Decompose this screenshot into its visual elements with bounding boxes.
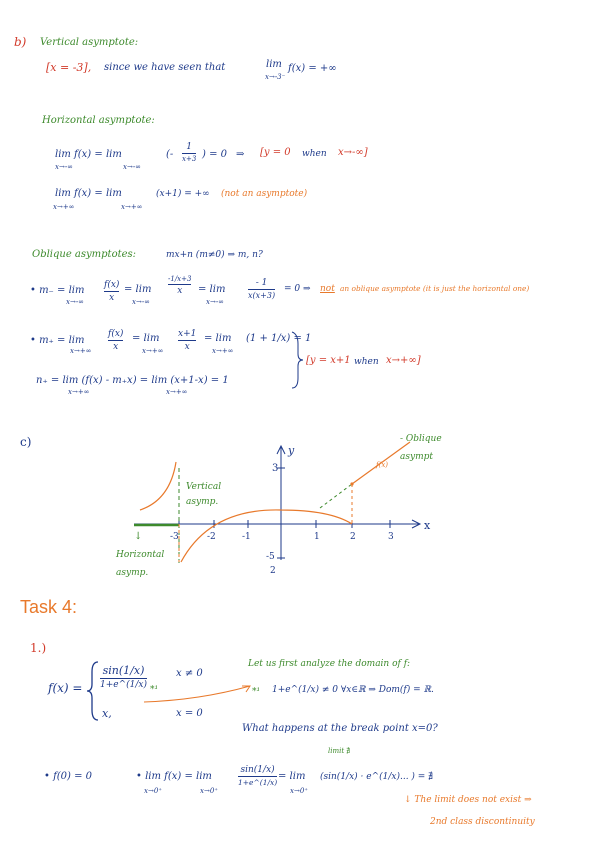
m-minus-lhs: • m₋ = lim: [30, 285, 85, 296]
y-tick-neg: -5: [266, 552, 275, 562]
x-tick-neg3: -3: [170, 532, 179, 542]
conclusion-2: 2nd class discontinuity: [430, 817, 535, 827]
n-plus-lhs: n₊ = lim (f(x) - m₊x) = lim (x+1-x) = 1: [36, 375, 229, 386]
m-minus-f1-den: x: [109, 293, 115, 303]
h1-frac: [182, 142, 196, 163]
m-plus-sub2: x→+∞: [142, 347, 164, 355]
h1-frac-num: 1: [186, 142, 192, 152]
lim-frac-den: 1+e^(1/x): [238, 778, 278, 787]
horizontal-asymp-label: Horizontal asymp.: [116, 550, 165, 578]
y-tick-neg-den: 2: [270, 566, 276, 576]
vertical-rhs: f(x) = +∞: [288, 63, 337, 74]
break-point-text: What happens at the break point x=0?: [242, 723, 438, 734]
lim-frac-num: sin(1/x): [240, 765, 275, 775]
m-minus-sub3: x→-∞: [206, 298, 225, 306]
h1-implies: ⇒: [236, 149, 245, 160]
y-axis-label: y: [288, 444, 295, 457]
lim-eq: = lim: [278, 771, 306, 782]
domain-arrow: [140, 680, 260, 710]
case2-cond: x = 0: [176, 708, 203, 719]
oblique-form: mx+n (m≠0) ⇒ m, n?: [166, 250, 263, 260]
m-plus-sub3: x→+∞: [212, 347, 234, 355]
n-plus-sub1: x→+∞: [68, 388, 90, 396]
m-minus-f3-den: x(x+3): [248, 291, 276, 300]
section-b-label: b): [14, 35, 27, 49]
vertical-asymptote-text: since we have seen that: [104, 62, 226, 73]
m-plus-eq2: = lim: [132, 333, 160, 344]
lim-sub2: x→0⁺: [200, 787, 218, 795]
lim-sub3: x→0⁺: [290, 787, 308, 795]
m-plus-f1-den: x: [113, 342, 119, 352]
m-minus-f1: [104, 280, 119, 303]
conclusion-1: ↓ The limit does not exist ⇒: [404, 795, 532, 805]
y-tick-3: 3: [272, 463, 279, 474]
m-minus-note: an oblique asymptote (it is just the horizontal one): [340, 284, 530, 293]
lim-last: (sin(1/x) · e^(1/x)... ) = ∄: [320, 772, 434, 782]
m-plus-f1: [108, 329, 123, 352]
h1-paren-close: ) = 0: [202, 149, 227, 160]
lim-sub1: x→0⁺: [144, 787, 162, 795]
vertical-lim-sub: x→-3⁻: [265, 73, 286, 81]
m-plus-rhs: (1 + 1/x) = 1: [246, 333, 312, 344]
case1-cond: x ≠ 0: [176, 668, 203, 679]
m-minus-eq2: = lim: [124, 284, 152, 295]
domain-star: *¹: [252, 687, 261, 697]
lim-lhs: • lim f(x) = lim: [136, 771, 212, 782]
m-minus-f3-num: - 1: [255, 278, 268, 288]
h2-rhs: (x+1) = +∞: [156, 189, 210, 199]
left-branch-curve: [140, 462, 176, 510]
m-minus-result: = 0 ⇒: [284, 284, 311, 294]
case1-num: sin(1/x): [102, 664, 145, 677]
m-plus-lhs: • m₊ = lim: [30, 335, 85, 346]
domain-text: Let us first analyze the domain of f:: [248, 659, 411, 669]
h1-result-end: x→-∞]: [338, 147, 368, 158]
h1-result: [y = 0: [260, 147, 291, 158]
h1-lhs: lim f(x) = lim: [55, 149, 122, 160]
m-minus-f3: [248, 278, 275, 300]
m-minus-not: not: [320, 284, 335, 294]
task4-title: Task 4:: [20, 597, 78, 617]
oblique-title: Oblique asymptotes:: [32, 249, 137, 260]
fx-definition-lhs: f(x) =: [48, 681, 83, 695]
vertical-asymptote-box: [x = -3],: [46, 61, 92, 74]
m-minus-f2-den: x: [177, 286, 183, 296]
h1-paren-open: (-: [166, 149, 174, 160]
m-minus-f2-num: -1/x+3: [168, 275, 192, 283]
oblique-asymptote-line: [320, 484, 352, 508]
m-plus-eq3: = lim: [204, 333, 232, 344]
h2-lhs: lim f(x) = lim: [55, 188, 122, 199]
m-plus-f2-num: x+1: [178, 329, 197, 339]
x-tick-1: 1: [314, 532, 320, 542]
m-plus-f1-num: f(x): [108, 329, 124, 339]
h1-when: when: [302, 149, 327, 159]
x-tick-3: 3: [388, 532, 394, 542]
m-minus-sub: x→-∞: [66, 298, 85, 306]
h2-sub1: x→+∞: [53, 203, 75, 211]
x-tick-neg1: -1: [242, 532, 251, 542]
piecewise-brace: [86, 660, 100, 722]
horizontal-asymptote-title: Horizontal asymptote:: [42, 115, 155, 126]
case1-star: *¹: [150, 685, 159, 695]
h1-sub2: x→-∞: [123, 163, 142, 171]
oblique-when: when: [354, 357, 379, 367]
m-minus-f2: [168, 275, 191, 296]
oblique-result: [y = x+1: [306, 355, 351, 366]
n-plus-sub2: x→+∞: [166, 388, 188, 396]
case2-val: x,: [102, 707, 112, 720]
m-minus-f1-num: f(x): [104, 280, 120, 290]
system-brace: [290, 330, 304, 390]
m-plus-f2: [178, 329, 196, 352]
horizontal-asymp-arrow: ↓: [134, 531, 143, 542]
task4-item: 1.): [30, 641, 47, 655]
h1-frac-den: x+3: [182, 155, 197, 163]
h1-sub1: x→-∞: [55, 163, 74, 171]
h2-note: (not an asymptote): [221, 189, 308, 199]
x-tick-2: 2: [350, 532, 356, 542]
vertical-asymp-label: Vertical asymp.: [186, 482, 222, 507]
section-c-label: c): [20, 435, 32, 449]
vertical-asymptote-title: Vertical asymptote:: [40, 37, 139, 48]
m-minus-eq3: = lim: [198, 284, 226, 295]
h2-sub2: x→+∞: [121, 203, 143, 211]
m-plus-f2-den: x: [184, 342, 190, 352]
vertical-lim: lim: [266, 59, 282, 70]
m-plus-sub: x→+∞: [70, 347, 92, 355]
oblique-asymp-label: - Oblique asympt: [400, 434, 442, 462]
f0-value: • f(0) = 0: [44, 771, 93, 782]
lim-frac: [238, 765, 277, 787]
domain-line: 1+e^(1/x) ≠ 0 ∀x∈ℝ ⇒ Dom(f) = ℝ.: [272, 685, 434, 695]
m-minus-sub2: x→-∞: [132, 298, 151, 306]
oblique-result-end: x→+∞]: [386, 355, 421, 366]
limit-note: limit ∄: [328, 747, 351, 755]
case1-den: 1+e^(1/x): [100, 680, 147, 690]
fx-graph-label: f(x): [376, 461, 389, 469]
x-axis-label: x: [424, 519, 431, 532]
x-tick-neg2: -2: [207, 532, 216, 542]
